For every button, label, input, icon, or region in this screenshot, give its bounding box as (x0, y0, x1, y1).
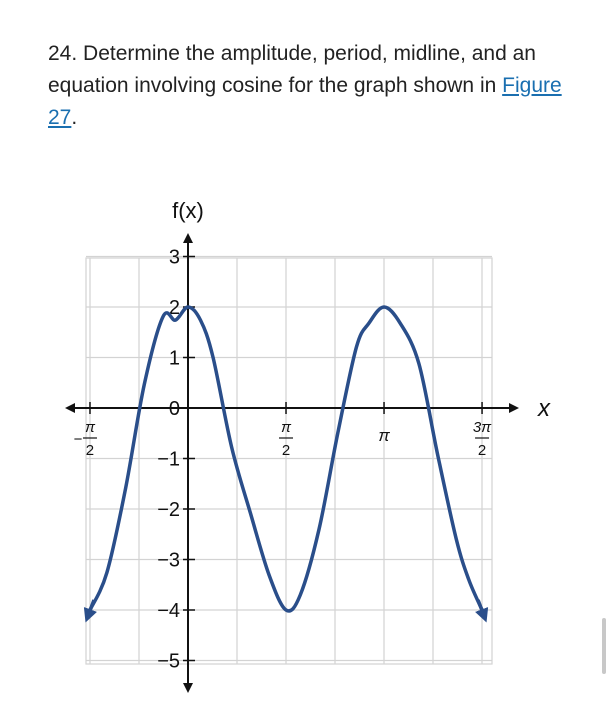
x-tick-label: π (378, 426, 390, 445)
y-tick-label: −5 (157, 650, 180, 673)
question-body: Determine the amplitude, period, midline, and an equation involving cosine for the graph shown in (48, 42, 536, 97)
x-tick-numerator: 3π (472, 419, 492, 436)
y-tick-label: −4 (157, 600, 180, 622)
x-tick-numerator: π (84, 419, 96, 436)
y-tick-label: 2 (168, 297, 180, 319)
x-tick-sign: − (73, 431, 83, 448)
y-tick-label: 1 (168, 347, 180, 370)
x-axis-label: x (538, 395, 550, 422)
y-tick-label: −3 (157, 549, 180, 572)
cosine-graph-figure (0, 180, 608, 700)
y-axis-label: f(x) (172, 198, 204, 223)
y-tick-label: 3 (168, 246, 180, 269)
curve-arrow-right (478, 600, 484, 616)
question-text (48, 38, 578, 134)
x-tick-numerator: π (280, 419, 292, 436)
figure-link[interactable]: Figure 27 (48, 74, 562, 129)
y-tick-label: 0 (168, 398, 180, 420)
x-tick-denominator: 2 (85, 442, 95, 459)
axes (70, 238, 514, 688)
question-number: 24. (48, 42, 78, 65)
x-tick-denominator: 2 (281, 442, 291, 459)
y-tick-label: −1 (157, 448, 180, 471)
graph-svg (0, 180, 608, 700)
grid (86, 257, 492, 665)
x-tick-denominator: 2 (477, 442, 487, 459)
curve-arrow-left (88, 600, 94, 616)
y-tick-label: −2 (157, 499, 180, 521)
question-end: . (71, 106, 78, 129)
scrollbar[interactable] (602, 618, 606, 674)
grid-border (86, 258, 492, 664)
